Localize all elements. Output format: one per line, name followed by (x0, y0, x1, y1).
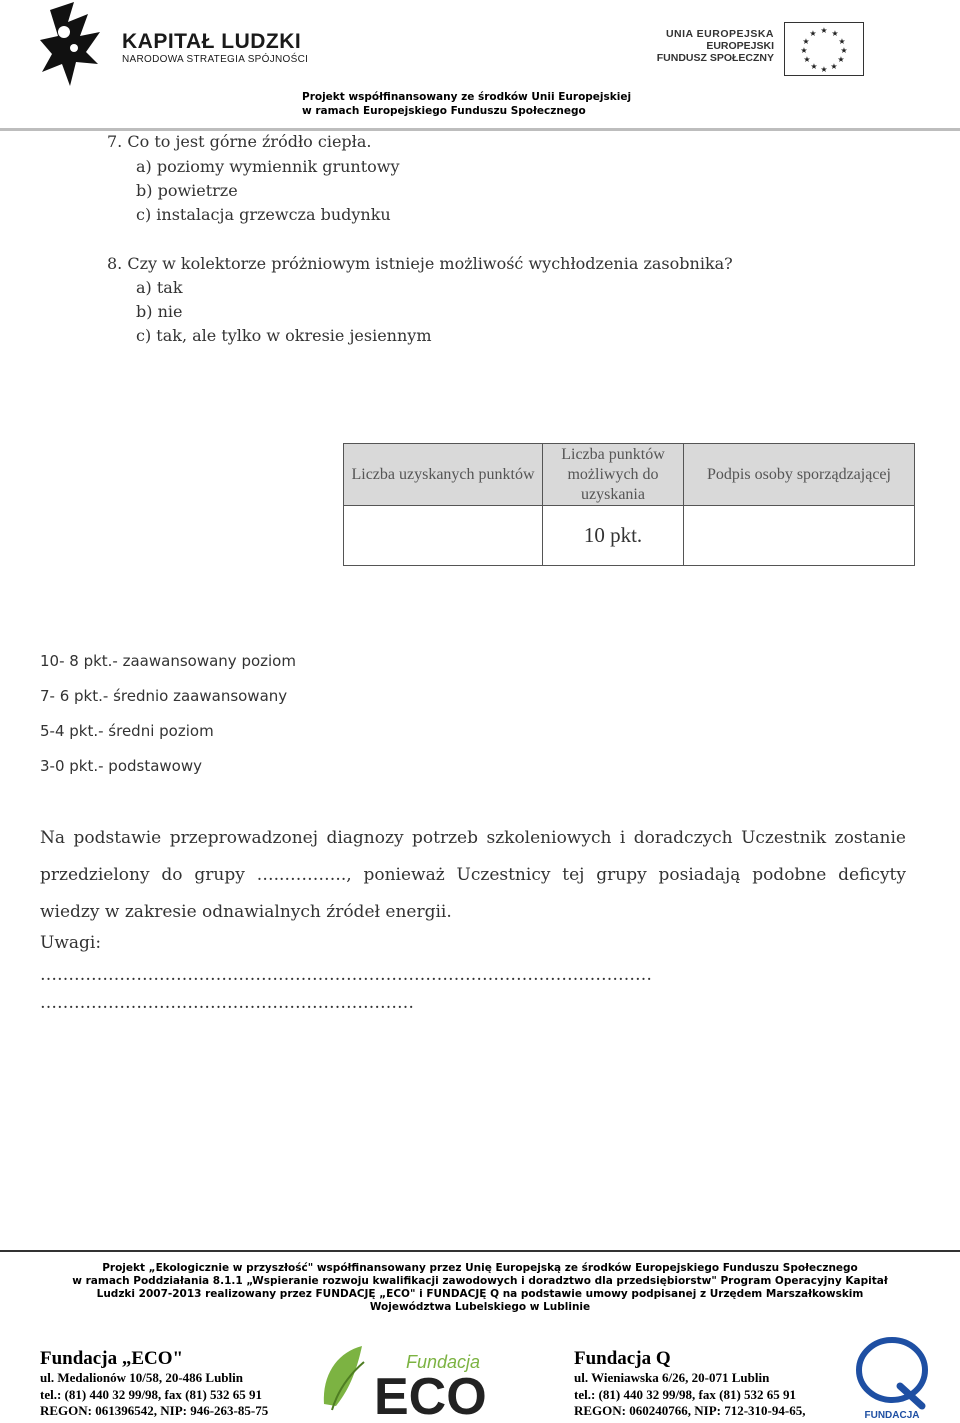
group-assignment-paragraph: Na podstawie przeprowadzonej diagnozy potrzeb szkoleniowych i doradczych Uczestnik zostanie przedzielony do grupy …..……….., ponieważ Uczestnicy tej grupy posiadają podobne deficyty wiedzy w zakresie odnawialnych źródeł energii. (40, 828, 906, 922)
question-8-option-a: a) tak (136, 278, 183, 297)
svg-text:★: ★ (802, 37, 810, 46)
question-7-option-b: b) powietrze (136, 181, 238, 200)
footer-divider (0, 1250, 960, 1252)
fundacja-q-contact (574, 1348, 805, 1420)
question-8-title: 8. Czy w kolektorze próżniowym istnieje możliwość wychłodzenia zasobnika? (107, 254, 733, 273)
q-logo-text: FUNDACJA (864, 1410, 920, 1420)
eco-phone: tel.: (81) 440 32 99/98, fax (81) 532 65 91 (40, 1386, 263, 1402)
fundacja-q-logo (850, 1336, 934, 1420)
question-7-title: 7. Co to jest górne źródło ciepła. (107, 132, 372, 151)
kapital-ludzki-logo (40, 2, 102, 86)
svg-text:★: ★ (820, 65, 828, 74)
score-possible-cell: 10 pkt. (543, 506, 684, 566)
footer-project-line-1: Projekt „Ekologicznie w przyszłość" współfinansowany przez Unię Europejską ze środków Europejskiego Funduszu Społecznego (102, 1262, 858, 1274)
level-item-intermediate: 5-4 pkt.- średni poziom (40, 722, 214, 740)
footer-project-line-3: Ludzki 2007-2013 realizowany przez FUNDACJĘ „ECO" i FUNDACJĘ Q na podstawie umowy podpisanej z Urzędem Marszałkowskim (96, 1288, 864, 1300)
score-header-possible: Liczba punktów możliwych do uzyskania (543, 444, 684, 506)
svg-text:★: ★ (838, 37, 846, 46)
score-header-signature: Podpis osoby sporządzającej (684, 444, 915, 506)
eco-logo-big-text: ECO (374, 1368, 487, 1418)
header-project-line-2: w ramach Europejskiego Funduszu Społecznego (302, 105, 586, 117)
svg-text:★: ★ (840, 46, 848, 55)
svg-text:★: ★ (800, 46, 808, 55)
score-table (343, 443, 915, 566)
svg-text:★: ★ (809, 29, 817, 38)
score-table-value-row (344, 506, 915, 566)
eco-address: ul. Medalionów 10/58, 20-486 Lublin (40, 1370, 243, 1385)
q-regon: REGON: 060240766, NIP: 712-310-94-65, (574, 1403, 806, 1418)
logo-title: KAPITAŁ LUDZKI (122, 30, 302, 53)
logo-subtitle: NARODOWA STRATEGIA SPÓJNOŚCI (122, 54, 309, 65)
footer-project-line-4: Województwa Lubelskiego w Lublinie (369, 1301, 591, 1313)
svg-text:★: ★ (831, 29, 839, 38)
header-project-line-1: Projekt współfinansowany ze środków Unii Europejskiej (302, 91, 632, 103)
notes-line-1[interactable]: ……………………………………………………………………………………………… (40, 965, 652, 985)
svg-text:★: ★ (820, 26, 828, 35)
eco-name: Fundacja „ECO" (40, 1348, 184, 1369)
score-header-obtained: Liczba uzyskanych punktów (344, 444, 543, 506)
eu-label (657, 28, 774, 64)
q-address: ul. Wieniawska 6/26, 20-071 Lublin (574, 1370, 770, 1385)
notes-label: Uwagi: (40, 933, 102, 953)
question-8-option-c: c) tak, ale tylko w okresie jesiennym (136, 326, 432, 345)
svg-text:★: ★ (830, 62, 838, 71)
footer-project-note (0, 1262, 960, 1314)
eu-line-1: UNIA EUROPEJSKA (665, 28, 774, 40)
question-7-option-c: c) instalacja grzewcza budynku (136, 205, 391, 224)
question-8-option-b: b) nie (136, 302, 183, 321)
level-item-advanced: 10- 8 pkt.- zaawansowany poziom (40, 652, 296, 670)
eu-line-3: FUNDUSZ SPOŁECZNY (656, 52, 774, 64)
level-item-intermediate-advanced: 7- 6 pkt.- średnio zaawansowany (40, 687, 288, 705)
eu-flag-icon (784, 22, 864, 76)
notes-line-2[interactable]: ………………………………………………………… (40, 993, 414, 1013)
svg-text:★: ★ (837, 55, 845, 64)
fundacja-eco-logo (318, 1344, 554, 1418)
signature-cell[interactable] (684, 506, 915, 566)
eco-logo-small-text: Fundacja (406, 1352, 481, 1372)
question-7-option-a: a) poziomy wymiennik gruntowy (136, 157, 400, 176)
q-name: Fundacja Q (574, 1348, 671, 1369)
fundacja-eco-contact (40, 1348, 268, 1420)
q-phone: tel.: (81) 440 32 99/98, fax (81) 532 65 91 (574, 1386, 797, 1402)
level-item-basic: 3-0 pkt.- podstawowy (40, 757, 203, 775)
footer-project-line-2: w ramach Poddziałania 8.1.1 „Wspieranie rozwoju kwalifikacji zawodowych i doradztwo dla przedsiębiorstw" Program Operacyjny Kapitał (72, 1275, 888, 1287)
header-project-note (302, 90, 631, 118)
score-table-header-row (344, 444, 915, 506)
svg-text:★: ★ (803, 55, 811, 64)
svg-text:★: ★ (810, 62, 818, 71)
score-obtained-cell[interactable] (344, 506, 543, 566)
eco-regon: REGON: 061396542, NIP: 946-263-85-75 (40, 1403, 269, 1418)
eu-line-2: EUROPEJSKI (706, 40, 774, 52)
